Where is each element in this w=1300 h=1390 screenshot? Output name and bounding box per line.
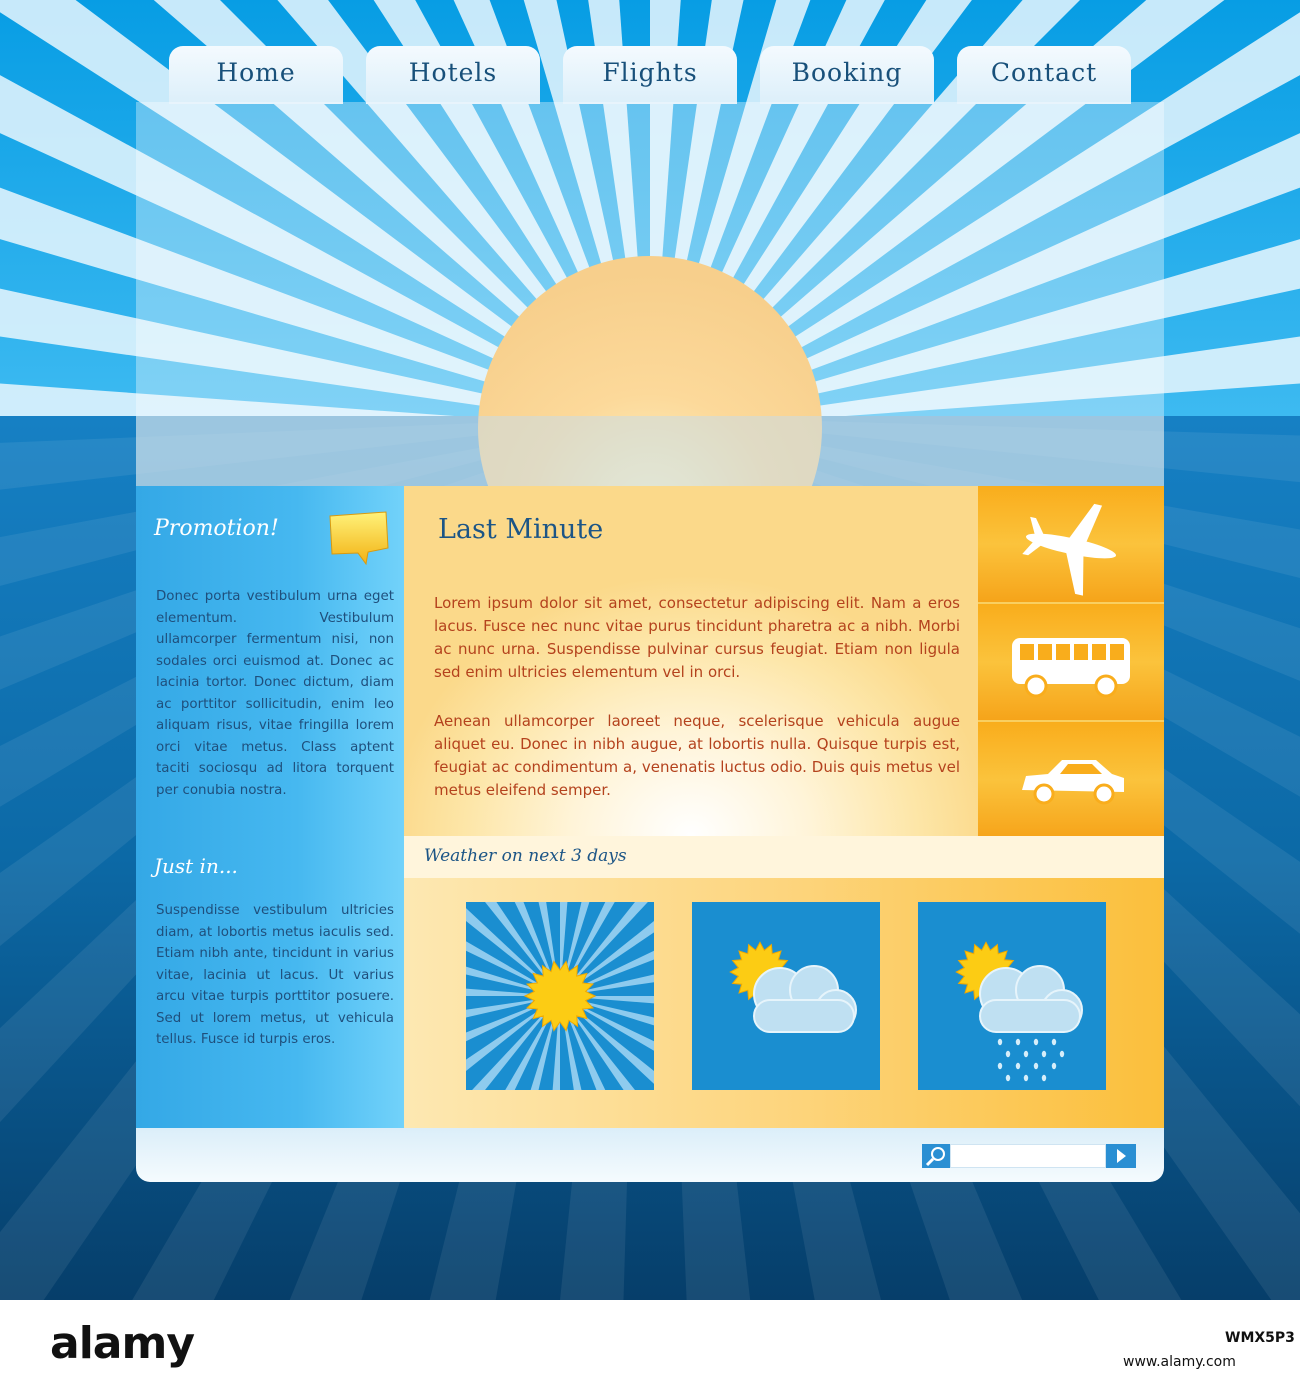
car-link[interactable] xyxy=(978,722,1164,840)
rain-icon xyxy=(918,902,1106,1090)
search-input[interactable] xyxy=(950,1144,1106,1168)
car-icon xyxy=(978,722,1164,838)
bus-link[interactable] xyxy=(978,604,1164,722)
search-button[interactable] xyxy=(922,1144,950,1168)
search-icon xyxy=(922,1144,950,1168)
just-in-title: Just in... xyxy=(154,854,238,878)
airplane-icon xyxy=(978,486,1164,602)
weather-day-3 xyxy=(918,902,1106,1090)
watermark-image-id: WMX5P3 xyxy=(1225,1330,1295,1346)
last-minute-panel xyxy=(404,486,978,836)
rain-drop xyxy=(1034,1063,1038,1069)
last-minute-paragraph-1: Lorem ipsum dolor sit amet, consectetur adipiscing elit. Nam a eros lacus. Fusce nec nunc vitae purus tincidunt pharetra ac a nibh. Morbi ac nunc urna. Suspendisse pulvinar cursus feugiat. Etiam non ligula sed enim ultricies elementum vel in orci. xyxy=(434,594,960,681)
weather-day-1 xyxy=(466,902,654,1090)
tab-flights[interactable]: Flights xyxy=(563,46,737,104)
rain-drop xyxy=(998,1063,1002,1069)
speech-bubble-icon xyxy=(324,508,392,570)
arrow-right-icon xyxy=(1106,1144,1136,1168)
rain-drop xyxy=(1016,1063,1020,1069)
weather-panel xyxy=(404,878,1164,1128)
rain-drop xyxy=(1006,1075,1010,1081)
last-minute-paragraph-2: Aenean ullamcorper laoreet neque, scelerisque vehicula augue aliquet eu. Donec in nibh augue, at lobortis nulla. Quisque turpis est, feugiat ac condimentum a, venenatis luctus odio. Duis quis metus vel metus eleifend semper. xyxy=(434,712,960,799)
rain-drop xyxy=(998,1039,1002,1045)
watermark-logo: alamy xyxy=(50,1318,194,1369)
rain-drop xyxy=(1024,1075,1028,1081)
rain-drop xyxy=(1042,1051,1046,1057)
rain-drop xyxy=(1052,1039,1056,1045)
weather-label: Weather on next 3 days xyxy=(424,846,627,866)
hero-banner xyxy=(136,102,1164,486)
flights-link[interactable] xyxy=(978,486,1164,604)
sun-shape xyxy=(525,961,595,1030)
rain-drop xyxy=(1024,1051,1028,1057)
promotion-text: Donec porta vestibulum urna eget elementum. Vestibulum ullamcorper fermentum nisi, non sodales orci euismod at. Donec ac lacinia tortor. Donec dictum, diam ac porttitor sollicitudin, enim leo aliquam risus, vitae fringilla lorem orci vitae metus. Class aptent taciti sociosqu ad litora torquent per conubia nostra. xyxy=(156,589,394,798)
tab-home[interactable]: Home xyxy=(169,46,343,104)
rain-drop xyxy=(1042,1075,1046,1081)
just-in-text: Suspendisse vestibulum ultricies diam, at lobortis metus iaculis sed. Etiam nibh ante, tincidunt in varius vitae, lacinia ut lacus. Ut varius arcu vitae turpis porttitor posuere. Sed ut lorem metus, ut vehicula tellus. Fusce id turpis eros. xyxy=(156,903,394,1047)
transport-panel xyxy=(978,486,1164,838)
sidebar xyxy=(136,486,404,1128)
watermark-url: www.alamy.com xyxy=(1123,1354,1236,1370)
promotion-title: Promotion! xyxy=(154,516,279,541)
bus-icon xyxy=(978,604,1164,720)
last-minute-title: Last Minute xyxy=(438,514,604,545)
partly-cloudy-icon xyxy=(692,902,880,1090)
weather-header xyxy=(404,836,1164,878)
rain-drop xyxy=(1060,1051,1064,1057)
rain-drop xyxy=(1052,1063,1056,1069)
sunny-icon xyxy=(466,902,654,1090)
tab-hotels[interactable]: Hotels xyxy=(366,46,540,104)
watermark-band xyxy=(0,1300,1300,1390)
tab-contact[interactable]: Contact xyxy=(957,46,1131,104)
weather-day-2 xyxy=(692,902,880,1090)
footer xyxy=(136,1128,1164,1182)
page-frame xyxy=(136,102,1164,1182)
rain-drop xyxy=(1034,1039,1038,1045)
search-go-button[interactable] xyxy=(1106,1144,1136,1168)
tab-booking[interactable]: Booking xyxy=(760,46,934,104)
rain-drop xyxy=(1016,1039,1020,1045)
cloud-shape xyxy=(754,966,856,1032)
rain-drop xyxy=(1006,1051,1010,1057)
